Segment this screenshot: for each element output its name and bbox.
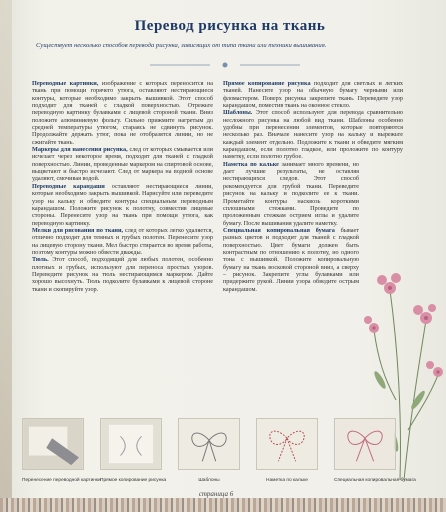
- method-text: след от которых смывается или исчезает через некоторое время, подходят для тканей с гладкой поверхностью. Линии, проведенные маркером на спиртовой основе, выцветают и быстро исчезают. След от маркера на водной основе удаляют, смочивая водой.: [32, 146, 213, 183]
- direct-copy-photo: [100, 418, 162, 470]
- method-text: занимает много времени, но дает лучшие результаты, не оставляя нестирающихся следов. Этот способ рекомендуется для грубой ткани. Переведите рисунок на кальку и подколите ее к ткани. Прометайте контуры насквозь короткими сплошными стежками. Проведите по проложенным стежкам острием иглы и удалите бумагу. После вышивания удалите наметку.: [223, 160, 359, 227]
- example-templates: [178, 418, 240, 484]
- method-text: Этот способ используют для перевода сравнительно несложного рисунка на любой вид ткани. Шаблоны особенно удобны при перенесении элементов, которые повторяются несколько раз. Вначале нанесите узор на кальку и вырежьте каждый элемент отдельно. Подложите к ткани и обведите мягким карандашом, если полотно гладкое, или проложите по контуру наметку, если полотно грубое.: [223, 109, 403, 161]
- method-text: подходит для светлых и легких тканей. Нанесите узор на обычную бумагу черными или фломастером. Поверх рисунка закрепите ткань. Переведите узор карандашом, поместив ткань на оконное стекло.: [223, 80, 403, 110]
- caption-direct-copy: Прямое копирование рисунка: [100, 478, 167, 483]
- example-transfer: [22, 418, 101, 484]
- page-binding-edge: [0, 0, 12, 512]
- page-title: Перевод рисунка на ткань: [134, 18, 326, 34]
- method-text: оставляют нестирающиеся линии, которые необходимо закрыть вышивкой. Нарисуйте или переведите узор на кальку и обведите контуры специальным переводным карандашом. Положите рисунок к полотну, совместив лицевые стороны. Перенесите узор на ткань при помощи утюга, как переводную картинку.: [32, 182, 213, 227]
- page-subtitle: Существует несколько способов перевода рисунка, зависящих от типа ткани или техники вышивания.: [36, 42, 327, 49]
- tacking-photo: [256, 418, 318, 470]
- method-heading: Тюль.: [32, 256, 49, 264]
- method-text: изображение с которых переносится на ткань при помощи горячего утюга, оставляют нестирающиеся контуры, которые необходимо закрыть вышивкой. Этот способ подходит для тканей с гладкой поверхностью. Отрежьте переводную картинку булавками с лицевой стороной ткани. Вниз положите алюминиевую фольгу. Сильно прижмите нагретым до средней температуры утюгом, стараясь не сдвинуть рисунок. Продолжайте держать утюг, пока не отобразятся линии, но не сжигайте ткань.: [32, 80, 213, 146]
- transfer-photo: [22, 418, 84, 470]
- method-heading: Наметка по кальке: [223, 160, 279, 168]
- method-heading: Маркеры для нанесения рисунка,: [32, 146, 128, 154]
- example-direct-copy: [100, 418, 166, 484]
- method-heading: Переводные карандаши: [32, 182, 105, 190]
- method-examples-row: [22, 418, 422, 490]
- method-text: след от которых легко удаляется, отлично подходят для темных и грубых полотен. Перенесите узор на лицевую сторону ткани. Мел быстро стирается во время работы, поэтому контуры можно обвести дважды.: [32, 226, 213, 256]
- caption-tacking: Наметка по кальке: [266, 478, 308, 483]
- caption-transfer: Перенесение переводной картинки: [22, 478, 101, 483]
- caption-carbon-paper: Специальная копировальная бумага: [334, 478, 416, 483]
- method-heading: Мелки для рисования по ткани,: [32, 226, 124, 234]
- carbon-paper-photo: [334, 418, 396, 470]
- left-column: [32, 80, 213, 293]
- page-number: страница 6: [198, 490, 234, 498]
- caption-templates: Шаблоны: [198, 478, 220, 483]
- method-heading: Шаблоны.: [223, 109, 253, 117]
- method-heading: Прямое копирование рисунка: [223, 80, 311, 87]
- example-tacking: [256, 418, 318, 484]
- divider-ornament: [150, 61, 300, 69]
- templates-photo: [178, 418, 240, 470]
- method-heading: Специальная копировальная бумага: [223, 226, 335, 234]
- example-carbon-paper: [334, 418, 416, 484]
- method-text: Этот способ, подходящий для любых полотен, особенно плотных и грубых, используют для переноса простых узоров. Переведите рисунок на тюль нестирающимся маркером. Дайте хорошо высохнуть. Тюль подколите булавками к лицевой стороне ткани и скопируйте узор.: [32, 256, 213, 293]
- method-heading: Переводные картинки,: [32, 80, 99, 87]
- method-text: бывает разных цветов и подходит для тканей с гладкой поверхностью. Цвет бумаги должен быть контрастным по отношению к полотну, но одного тона с вышивкой. Положите копировальную бумагу на ткань восковой стороной вниз, а сверху – рисунок. Закрепите углы булавками или придержите рукой. Линии узора обведите острым карандашом.: [223, 226, 359, 293]
- bottom-fabric-strip: [0, 498, 446, 512]
